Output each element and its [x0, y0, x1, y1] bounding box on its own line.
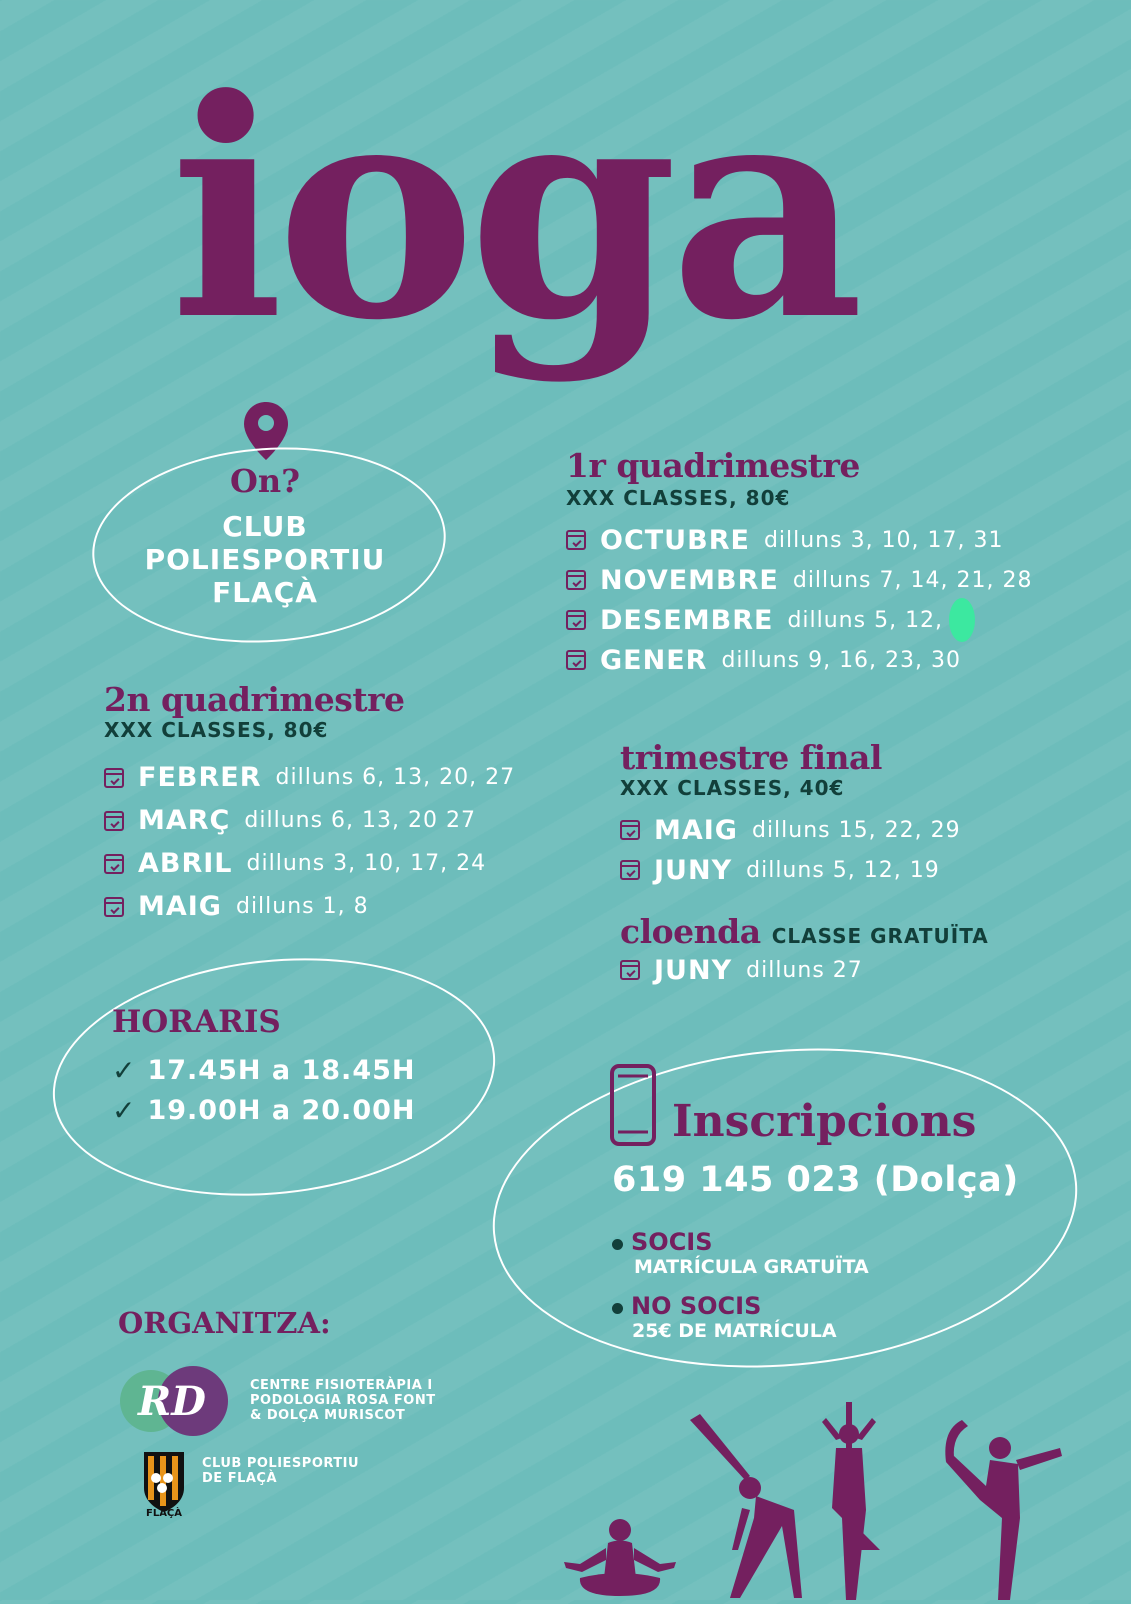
q2-days: dilluns 6, 13, 20, 27 [275, 765, 516, 790]
yoga-figure-dancer [945, 1420, 1062, 1600]
poster-title: ioga [170, 33, 857, 386]
socis-label: SOCIS [631, 1228, 713, 1256]
location-question: On? [230, 462, 300, 500]
q1-days: dilluns 5, 12, [787, 607, 944, 633]
yoga-silhouettes [550, 1400, 1090, 1600]
q2-price: XXX CLASSES, 80€ [104, 718, 329, 742]
tfinal-section [620, 740, 1100, 890]
highlight-mark [949, 598, 975, 642]
q2-section [104, 682, 574, 928]
q1-section [566, 448, 1086, 680]
q2-days: dilluns 6, 13, 20 27 [244, 808, 476, 833]
q1-month: DESEMBRE [600, 604, 774, 636]
tfinal-month: JUNY [654, 854, 733, 886]
org1-line: & DOLÇA MURISCOT [250, 1408, 406, 1423]
q1-row [566, 520, 1086, 560]
q1-days: dilluns 7, 14, 21, 28 [792, 567, 1033, 593]
cloenda-month: JUNY [654, 954, 733, 986]
yoga-figure-tree [822, 1402, 880, 1600]
q2-row [104, 756, 574, 799]
q1-month: OCTUBRE [600, 524, 750, 556]
horaris-item [112, 1050, 472, 1090]
yoga-figure-seated [564, 1519, 676, 1596]
q1-price: XXX CLASSES, 80€ [566, 486, 791, 510]
socis-block [612, 1228, 869, 1278]
rd-logo [120, 1366, 230, 1436]
q1-row [566, 640, 1086, 680]
q1-row [566, 560, 1086, 600]
calendar-check-icon [620, 960, 640, 980]
calendar-check-icon [620, 820, 640, 840]
tfinal-row [620, 810, 1100, 850]
calendar-check-icon [104, 811, 124, 831]
nosocis-label: NO SOCIS [631, 1292, 762, 1320]
q2-row [104, 799, 574, 842]
horaris-section [112, 1004, 472, 1130]
horaris-time: 19.00H a 20.00H [147, 1094, 416, 1126]
calendar-check-icon [104, 854, 124, 874]
q1-heading: 1r quadrimestre [566, 446, 860, 485]
calendar-check-icon [104, 897, 124, 917]
socis-detail: MATRÍCULA GRATUÏTA [634, 1256, 869, 1278]
org1-line: PODOLOGIA ROSA FONT [250, 1393, 436, 1408]
cloenda-row [620, 950, 1110, 990]
inscripcions-heading: Inscripcions [672, 1096, 977, 1147]
calendar-check-icon [620, 860, 640, 880]
q2-heading: 2n quadrimestre [104, 680, 405, 719]
q2-row [104, 842, 574, 885]
organitza-heading: ORGANITZA: [118, 1306, 331, 1340]
rd-logo-text: RD [138, 1378, 206, 1425]
tfinal-row [620, 850, 1100, 890]
location-place-line3: FLAÇÀ [212, 576, 318, 609]
horaris-time: 17.45H a 18.45H [147, 1054, 416, 1086]
org2-line: DE FLAÇÀ [202, 1471, 278, 1486]
org2-text [202, 1456, 359, 1486]
tfinal-days: dilluns 5, 12, 19 [746, 857, 940, 883]
cloenda-section [620, 914, 1110, 990]
cloenda-title-line [620, 914, 1110, 950]
yoga-figure-bend [690, 1414, 802, 1598]
club-shield-text: FLAÇÀ [145, 1508, 183, 1519]
cloenda-days: dilluns 27 [746, 957, 863, 983]
q2-month: FEBRER [138, 762, 262, 793]
org1-text [250, 1378, 436, 1423]
tfinal-heading: trimestre final [620, 738, 882, 777]
inscripcions-phone[interactable]: 619 145 023 (Dolça) [612, 1160, 1019, 1200]
checkmark-icon: ✓ [112, 1053, 136, 1087]
q2-month: ABRIL [138, 848, 233, 879]
cloenda-heading: cloenda [620, 912, 761, 951]
calendar-check-icon [566, 570, 586, 590]
tfinal-days: dilluns 15, 22, 29 [751, 817, 961, 843]
org2-line: CLUB POLIESPORTIU [202, 1456, 360, 1471]
tfinal-month: MAIG [654, 814, 738, 846]
q2-month: MAIG [138, 891, 222, 922]
cloenda-note: CLASSE GRATUÏTA [771, 924, 989, 948]
org1-line: CENTRE FISIOTERÀPIA I [250, 1378, 433, 1393]
horaris-heading: HORARIS [112, 1004, 281, 1040]
nosocis-block [612, 1292, 837, 1342]
bullet-dot [612, 1239, 623, 1250]
calendar-check-icon [566, 530, 586, 550]
calendar-check-icon [104, 768, 124, 788]
q2-days: dilluns 3, 10, 17, 24 [246, 851, 487, 876]
q1-row [566, 600, 1086, 640]
smartphone-icon [610, 1064, 656, 1146]
q2-month: MARÇ [138, 805, 231, 836]
location-place [110, 510, 420, 609]
horaris-item [112, 1090, 472, 1130]
q1-days: dilluns 9, 16, 23, 30 [721, 647, 962, 673]
q1-days: dilluns 3, 10, 17, 31 [763, 527, 1004, 553]
tfinal-price: XXX CLASSES, 40€ [620, 776, 845, 800]
calendar-check-icon [566, 650, 586, 670]
q1-month: GENER [600, 644, 708, 676]
location-place-line1: CLUB [222, 510, 308, 543]
club-shield-logo [140, 1448, 188, 1520]
location-place-line2: POLIESPORTIU [144, 543, 386, 576]
nosocis-detail: 25€ DE MATRÍCULA [632, 1320, 837, 1342]
bullet-dot [612, 1303, 623, 1314]
q1-month: NOVEMBRE [600, 564, 779, 596]
calendar-check-icon [566, 610, 586, 630]
q2-days: dilluns 1, 8 [235, 894, 369, 919]
checkmark-icon: ✓ [112, 1093, 136, 1127]
q2-row [104, 885, 574, 928]
